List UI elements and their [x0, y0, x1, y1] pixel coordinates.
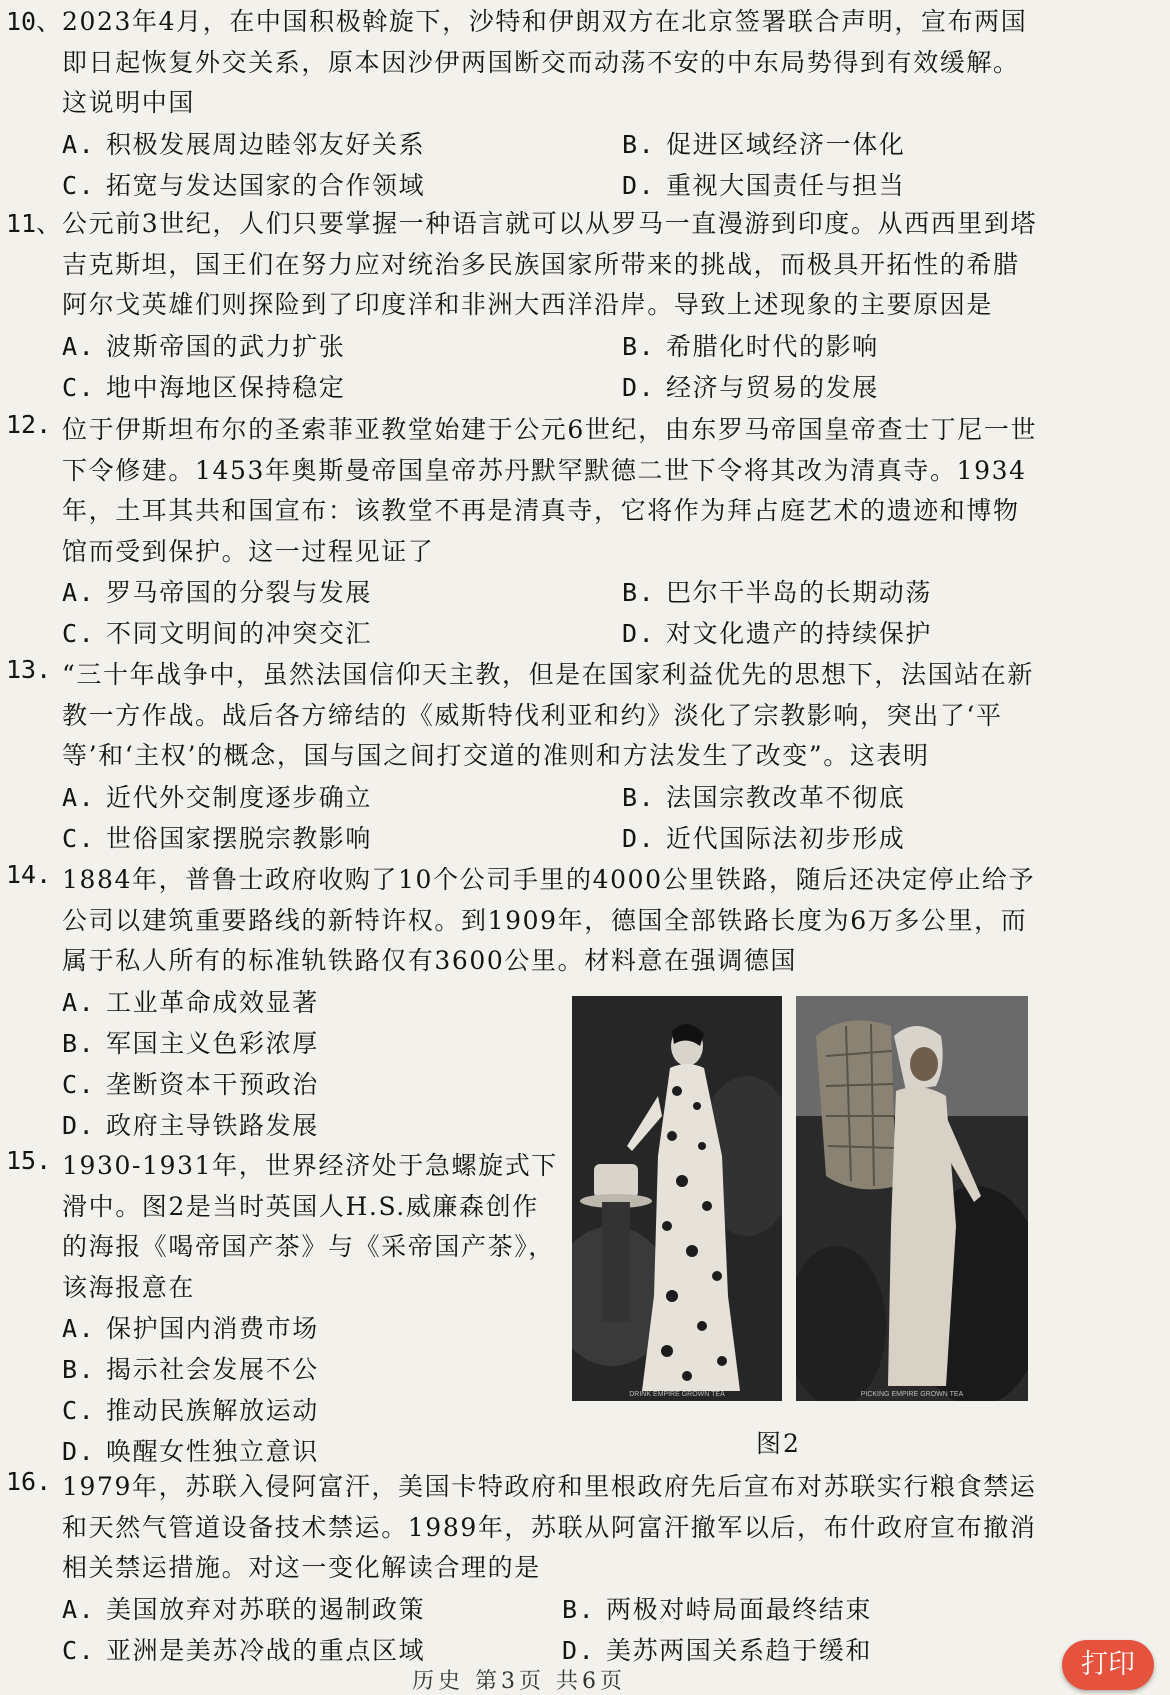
- options: [62, 326, 1046, 408]
- question-stem: 1884年，普鲁士政府收购了10个公司手里的4000公里铁路，随后还决定停止给予公司以建筑重要路线的新特许权。到1909年，德国全部铁路长度为6万多公里，而属于私人所有的标准轨铁路仅有3600公里。材料意在强调德国: [62, 865, 1036, 975]
- question-stem: 1979年，苏联入侵阿富汗，美国卡特政府和里根政府先后宣布对苏联实行粮食禁运和天然气管道设备技术禁运。1989年，苏联从阿富汗撤军以后，布什政府宣布撤消相关禁运措施。对这一变化解读合理的是: [62, 1472, 1037, 1582]
- question-10: [6, 2, 1046, 206]
- option-a[interactable]: A. 积极发展周边睦邻友好关系: [62, 129, 426, 159]
- option-b[interactable]: B. 两极对峙局面最终结束: [562, 1594, 873, 1624]
- question-number: 16.: [6, 1467, 52, 1496]
- option-d[interactable]: D. 经济与贸易的发展: [622, 372, 879, 402]
- option-d[interactable]: D. 政府主导铁路发展: [62, 1110, 319, 1140]
- options: [62, 1589, 1046, 1671]
- option-c[interactable]: C. 不同文明间的冲突交汇: [62, 619, 373, 648]
- question-number: 15.: [6, 1146, 52, 1175]
- question-12: [6, 410, 1046, 654]
- option-c[interactable]: C. 地中海地区保持稳定: [62, 372, 346, 402]
- question-number: 12.: [6, 410, 52, 439]
- option-c[interactable]: C. 垄断资本干预政治: [62, 1069, 319, 1099]
- options: [62, 777, 1046, 859]
- option-c[interactable]: C. 拓宽与发达国家的合作领域: [62, 170, 426, 200]
- question-13: [6, 655, 1046, 859]
- question-stem: 公元前3世纪，人们只要掌握一种语言就可以从罗马一直漫游到印度。从西西里到塔吉克斯坦，国王们在努力应对统治多民族国家所带来的挑战，而极具开拓性的希腊阿尔戈英雄们则探险到了印度洋和非洲大西洋沿岸。导致上述现象的主要原因是: [62, 209, 1038, 319]
- page-footer: 历史 第3页 共6页: [412, 1669, 626, 1694]
- poster-drink-illustration: [572, 996, 782, 1401]
- option-a[interactable]: A. 波斯帝国的武力扩张: [62, 331, 346, 361]
- options: [62, 124, 1046, 206]
- option-d[interactable]: D. 美苏两国关系趋于缓和: [562, 1635, 873, 1665]
- option-c[interactable]: C. 亚洲是美苏冷战的重点区域: [62, 1635, 426, 1665]
- option-a[interactable]: A. 罗马帝国的分裂与发展: [62, 578, 373, 607]
- question-stem: 1930-1931年，世界经济处于急螺旋式下滑中。图2是当时英国人H.S.威廉森创作的海报《喝帝国产茶》与《采帝国产茶》，该海报意在: [62, 1151, 558, 1302]
- option-d[interactable]: D. 唤醒女性独立意识: [62, 1437, 319, 1466]
- option-b[interactable]: B. 法国宗教改革不彻底: [622, 782, 906, 812]
- option-b[interactable]: B. 揭示社会发展不公: [62, 1355, 319, 1384]
- poster-picking-empire-tea: [796, 996, 1028, 1401]
- figure-caption: 图2: [756, 1429, 801, 1458]
- print-button[interactable]: 打印: [1062, 1640, 1154, 1690]
- option-b[interactable]: B. 促进区域经济一体化: [622, 129, 906, 159]
- poster-left-label: DRINK EMPIRE GROWN TEA: [629, 1391, 725, 1398]
- question-15: [6, 1146, 566, 1472]
- option-a[interactable]: A. 近代外交制度逐步确立: [62, 782, 373, 812]
- question-11: [6, 204, 1046, 408]
- question-16: [6, 1467, 1046, 1671]
- question-number: 13.: [6, 655, 52, 684]
- option-b[interactable]: B. 军国主义色彩浓厚: [62, 1028, 319, 1058]
- question-number: 11、: [6, 209, 62, 238]
- option-c[interactable]: C. 世俗国家摆脱宗教影响: [62, 823, 373, 853]
- question-number: 14.: [6, 860, 52, 889]
- option-a[interactable]: A. 保护国内消费市场: [62, 1314, 319, 1343]
- question-stem: 2023年4月，在中国积极斡旋下，沙特和伊朗双方在北京签署联合声明，宣布两国即日起恢复外交关系，原本因沙伊两国断交而动荡不安的中东局势得到有效缓解。这说明中国: [62, 7, 1028, 117]
- option-a[interactable]: A. 美国放弃对苏联的遏制政策: [62, 1594, 426, 1624]
- option-c[interactable]: C. 推动民族解放运动: [62, 1396, 319, 1425]
- option-d[interactable]: D. 对文化遗产的持续保护: [622, 619, 933, 648]
- option-a[interactable]: A. 工业革命成效显著: [62, 987, 319, 1017]
- poster-right-label: PICKING EMPIRE GROWN TEA: [860, 1391, 964, 1398]
- options: [62, 1308, 566, 1472]
- question-stem: “三十年战争中，虽然法国信仰天主教，但是在国家利益优先的思想下，法国站在新教一方作战。战后各方缔结的《威斯特伐利亚和约》淡化了宗教影响，突出了‘平等’和‘主权’的概念，国与国之间打交道的准则和方法发生了改变”。这表明: [62, 660, 1034, 770]
- poster-picking-illustration: [796, 996, 1028, 1401]
- question-stem: 位于伊斯坦布尔的圣索菲亚教堂始建于公元6世纪，由东罗马帝国皇帝查士丁尼一世下令修建。1453年奥斯曼帝国皇帝苏丹默罕默德二世下令将其改为清真寺。1934年，土耳其共和国宣布：该教堂不再是清真寺，它将作为拜占庭艺术的遗迹和博物馆而受到保护。这一过程见证了: [62, 415, 1038, 566]
- figure-2-posters: [572, 996, 1030, 1401]
- options: [62, 572, 1046, 654]
- poster-drink-empire-tea: [572, 996, 782, 1401]
- option-d[interactable]: D. 近代国际法初步形成: [622, 823, 906, 853]
- option-d[interactable]: D. 重视大国责任与担当: [622, 170, 906, 200]
- option-b[interactable]: B. 希腊化时代的影响: [622, 331, 879, 361]
- option-b[interactable]: B. 巴尔干半岛的长期动荡: [622, 578, 933, 607]
- question-number: 10、: [6, 7, 62, 36]
